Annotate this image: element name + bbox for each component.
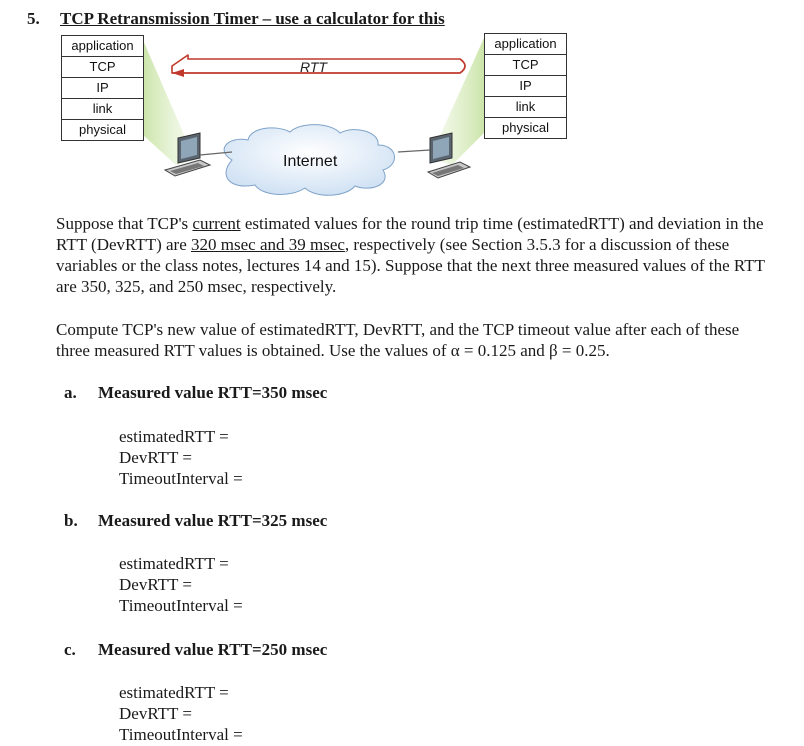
left-stack-layer: physical — [62, 120, 143, 140]
part-c-heading — [64, 640, 327, 660]
answer-line: estimatedRTT = — [119, 554, 229, 573]
underlined-text: current — [192, 214, 241, 233]
part-label: b. — [64, 511, 78, 530]
part-a-heading — [64, 383, 327, 403]
text-run: , respectively (see Section 3.5.3 for a discussion of these variables or the class notes, lectures 14 and 15). Suppose that the next three measured values of the RTT are 350, 325, and 250 msec, respectively. — [56, 235, 765, 296]
left-stack-layer: link — [62, 99, 143, 120]
part-b-answers — [119, 553, 243, 616]
problem-statement — [56, 213, 766, 297]
answer-line: TimeoutInterval = — [119, 596, 243, 615]
part-label: c. — [64, 640, 76, 659]
answer-line: estimatedRTT = — [119, 683, 229, 702]
rtt-label: RTT — [300, 59, 327, 75]
question-number: 5. — [27, 9, 40, 28]
text-run: estimated values for the round trip time (estimatedRTT) and deviation in the RTT (DevRTT) are — [56, 214, 764, 254]
part-b-heading — [64, 511, 327, 531]
right-stack-layer: IP — [485, 76, 566, 97]
answer-line: estimatedRTT = — [119, 427, 229, 446]
part-title: Measured value RTT=325 msec — [98, 511, 328, 530]
text-run: Suppose that TCP's — [56, 214, 193, 233]
part-title: Measured value RTT=350 msec — [98, 383, 328, 402]
task-statement: Compute TCP's new value of estimatedRTT, DevRTT, and the TCP timeout value after each of these three measured RTT values is obtained. Use the values of α = 0.125 and β = 0.25. — [56, 320, 740, 360]
underlined-text: 320 msec and 39 msec — [191, 235, 345, 254]
answer-line: DevRTT = — [119, 575, 192, 594]
part-label: a. — [64, 383, 77, 402]
part-c-answers — [119, 682, 243, 745]
left-stack-layer: TCP — [62, 57, 143, 78]
right-stack-layer: application — [485, 34, 566, 55]
rtt-arrow-head — [172, 69, 184, 77]
internet-label: Internet — [283, 153, 338, 170]
part-a-answers — [119, 426, 243, 489]
left-stack-layer: application — [62, 36, 143, 57]
left-stack-layer: IP — [62, 78, 143, 99]
answer-line: TimeoutInterval = — [119, 725, 243, 744]
answer-line: DevRTT = — [119, 704, 192, 723]
right-stack-layer: link — [485, 97, 566, 118]
left-protocol-stack — [61, 35, 144, 141]
right-protocol-stack — [484, 33, 567, 139]
answer-line: TimeoutInterval = — [119, 469, 243, 488]
question-title: TCP Retransmission Timer – use a calculator for this — [60, 9, 445, 28]
right-stack-layer: TCP — [485, 55, 566, 76]
right-stack-layer: physical — [485, 118, 566, 138]
answer-line: DevRTT = — [119, 448, 192, 467]
part-title: Measured value RTT=250 msec — [98, 640, 328, 659]
